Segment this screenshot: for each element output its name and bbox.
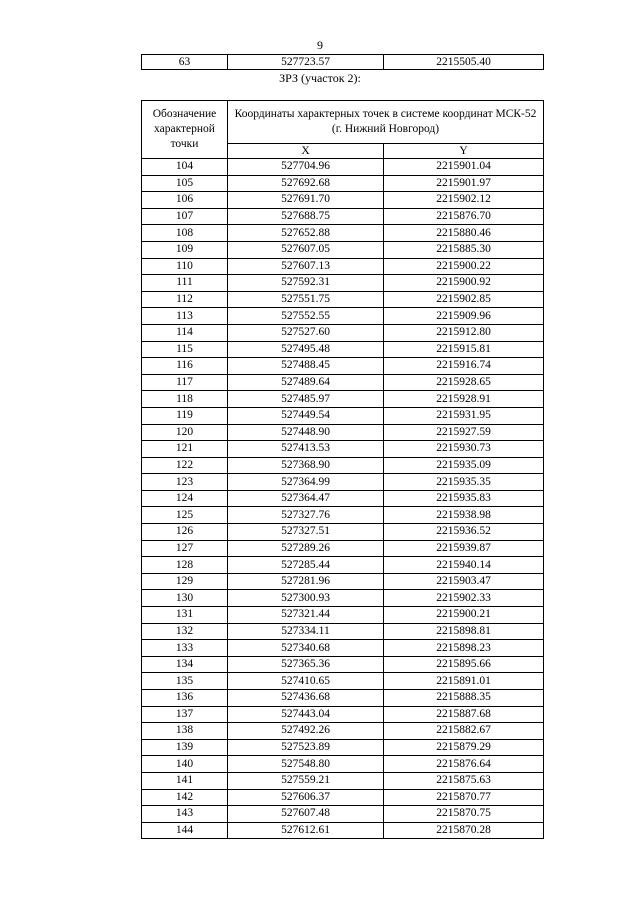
x-cell: 527489.64 <box>228 374 384 391</box>
point-cell: 134 <box>142 656 228 673</box>
x-cell: 527485.97 <box>228 391 384 408</box>
x-cell: 527607.48 <box>228 806 384 823</box>
table-row <box>142 507 544 524</box>
point-cell: 119 <box>142 407 228 424</box>
point-cell: 143 <box>142 806 228 823</box>
table-row <box>142 673 544 690</box>
x-cell: 527368.90 <box>228 457 384 474</box>
y-cell: 2215912.80 <box>384 324 544 341</box>
y-cell: 2215930.73 <box>384 441 544 458</box>
x-cell: 527436.68 <box>228 690 384 707</box>
y-cell: 2215870.28 <box>384 822 544 839</box>
table-row <box>142 341 544 358</box>
y-cell: 2215879.29 <box>384 739 544 756</box>
table-row <box>142 540 544 557</box>
y-cell: 2215936.52 <box>384 524 544 541</box>
x-cell: 527449.54 <box>228 407 384 424</box>
point-cell: 128 <box>142 557 228 574</box>
table-row <box>142 739 544 756</box>
table-row <box>142 159 544 176</box>
table-row <box>142 55 544 70</box>
point-cell: 132 <box>142 623 228 640</box>
table-row <box>142 607 544 624</box>
y-cell: 2215891.01 <box>384 673 544 690</box>
table-row <box>142 723 544 740</box>
table-row <box>142 308 544 325</box>
point-cell: 127 <box>142 540 228 557</box>
table-row <box>142 258 544 275</box>
point-cell: 125 <box>142 507 228 524</box>
y-cell: 2215895.66 <box>384 656 544 673</box>
point-cell: 136 <box>142 690 228 707</box>
table-row <box>142 457 544 474</box>
point-cell: 110 <box>142 258 228 275</box>
point-cell: 144 <box>142 822 228 839</box>
y-cell: 2215900.92 <box>384 275 544 292</box>
y-cell: 2215938.98 <box>384 507 544 524</box>
x-cell: 527592.31 <box>228 275 384 292</box>
table-row <box>142 690 544 707</box>
table-row <box>142 706 544 723</box>
table-row <box>142 789 544 806</box>
y-cell: 2215505.40 <box>384 55 544 70</box>
x-cell: 527607.13 <box>228 258 384 275</box>
section-title: ЗРЗ (участок 2): <box>279 71 361 85</box>
point-cell: 138 <box>142 723 228 740</box>
x-cell: 527364.99 <box>228 474 384 491</box>
x-cell: 527281.96 <box>228 573 384 590</box>
table-row <box>142 640 544 657</box>
table-row <box>142 557 544 574</box>
point-cell: 105 <box>142 175 228 192</box>
table-row <box>142 192 544 209</box>
y-cell: 2215940.14 <box>384 557 544 574</box>
table-row <box>142 358 544 375</box>
x-cell: 527691.70 <box>228 192 384 209</box>
y-cell: 2215882.67 <box>384 723 544 740</box>
x-cell: 527548.80 <box>228 756 384 773</box>
point-cell: 121 <box>142 441 228 458</box>
x-cell: 527606.37 <box>228 789 384 806</box>
point-cell: 112 <box>142 291 228 308</box>
y-cell: 2215902.85 <box>384 291 544 308</box>
header-y: Y <box>384 144 544 159</box>
y-cell: 2215898.23 <box>384 640 544 657</box>
point-cell: 113 <box>142 308 228 325</box>
point-cell: 141 <box>142 772 228 789</box>
table-row <box>142 175 544 192</box>
y-cell: 2215935.35 <box>384 474 544 491</box>
point-cell: 139 <box>142 739 228 756</box>
y-cell: 2215935.09 <box>384 457 544 474</box>
point-cell: 106 <box>142 192 228 209</box>
point-cell: 107 <box>142 208 228 225</box>
point-cell: 135 <box>142 673 228 690</box>
table-row <box>142 275 544 292</box>
x-cell: 527488.45 <box>228 358 384 375</box>
table-row <box>142 656 544 673</box>
x-cell: 527340.68 <box>228 640 384 657</box>
table-row <box>142 225 544 242</box>
table-row <box>142 490 544 507</box>
y-cell: 2215885.30 <box>384 241 544 258</box>
point-cell: 120 <box>142 424 228 441</box>
header-point-designation: Обозначение характерной точки <box>142 101 228 159</box>
table-body <box>142 159 544 839</box>
y-cell: 2215928.91 <box>384 391 544 408</box>
point-cell: 115 <box>142 341 228 358</box>
table-row <box>142 806 544 823</box>
coordinates-table <box>141 100 544 839</box>
x-cell: 527492.26 <box>228 723 384 740</box>
point-cell: 142 <box>142 789 228 806</box>
x-cell: 527364.47 <box>228 490 384 507</box>
y-cell: 2215888.35 <box>384 690 544 707</box>
table-row <box>142 241 544 258</box>
table-row <box>142 424 544 441</box>
x-cell: 527410.65 <box>228 673 384 690</box>
point-cell: 129 <box>142 573 228 590</box>
point-cell: 123 <box>142 474 228 491</box>
y-cell: 2215928.65 <box>384 374 544 391</box>
point-cell: 131 <box>142 607 228 624</box>
x-cell: 527495.48 <box>228 341 384 358</box>
y-cell: 2215902.12 <box>384 192 544 209</box>
point-cell: 118 <box>142 391 228 408</box>
header-x: X <box>228 144 384 159</box>
x-cell: 527443.04 <box>228 706 384 723</box>
point-cell: 126 <box>142 524 228 541</box>
table-row <box>142 590 544 607</box>
x-cell: 527652.88 <box>228 225 384 242</box>
point-cell: 114 <box>142 324 228 341</box>
y-cell: 2215902.33 <box>384 590 544 607</box>
table-row <box>142 391 544 408</box>
y-cell: 2215915.81 <box>384 341 544 358</box>
x-cell: 527559.21 <box>228 772 384 789</box>
x-cell: 527365.36 <box>228 656 384 673</box>
y-cell: 2215931.95 <box>384 407 544 424</box>
point-cell: 111 <box>142 275 228 292</box>
point-cell: 117 <box>142 374 228 391</box>
table-row <box>142 374 544 391</box>
x-cell: 527704.96 <box>228 159 384 176</box>
x-cell: 527327.76 <box>228 507 384 524</box>
table-row <box>142 524 544 541</box>
y-cell: 2215935.83 <box>384 490 544 507</box>
table-row <box>142 772 544 789</box>
point-cell: 104 <box>142 159 228 176</box>
x-cell: 527413.53 <box>228 441 384 458</box>
table-row <box>142 822 544 839</box>
table-row <box>142 573 544 590</box>
y-cell: 2215927.59 <box>384 424 544 441</box>
y-cell: 2215939.87 <box>384 540 544 557</box>
y-cell: 2215901.97 <box>384 175 544 192</box>
y-cell: 2215880.46 <box>384 225 544 242</box>
x-cell: 527552.55 <box>228 308 384 325</box>
x-cell: 527327.51 <box>228 524 384 541</box>
y-cell: 2215870.75 <box>384 806 544 823</box>
table-row <box>142 208 544 225</box>
table-row <box>142 474 544 491</box>
x-cell: 527334.11 <box>228 623 384 640</box>
y-cell: 2215901.04 <box>384 159 544 176</box>
y-cell: 2215876.64 <box>384 756 544 773</box>
x-cell: 527723.57 <box>228 55 384 70</box>
x-cell: 527300.93 <box>228 590 384 607</box>
y-cell: 2215909.96 <box>384 308 544 325</box>
point-cell: 108 <box>142 225 228 242</box>
y-cell: 2215916.74 <box>384 358 544 375</box>
table-row <box>142 756 544 773</box>
point-cell: 130 <box>142 590 228 607</box>
point-cell: 109 <box>142 241 228 258</box>
table-row <box>142 407 544 424</box>
x-cell: 527692.68 <box>228 175 384 192</box>
table-row <box>142 623 544 640</box>
y-cell: 2215900.21 <box>384 607 544 624</box>
y-cell: 2215903.47 <box>384 573 544 590</box>
point-cell: 116 <box>142 358 228 375</box>
point-cell: 137 <box>142 706 228 723</box>
x-cell: 527612.61 <box>228 822 384 839</box>
point-cell: 124 <box>142 490 228 507</box>
header-row <box>142 101 544 144</box>
x-cell: 527527.60 <box>228 324 384 341</box>
point-cell: 63 <box>142 55 228 70</box>
point-cell: 133 <box>142 640 228 657</box>
y-cell: 2215875.63 <box>384 772 544 789</box>
x-cell: 527688.75 <box>228 208 384 225</box>
x-cell: 527607.05 <box>228 241 384 258</box>
carryover-table <box>141 54 544 70</box>
y-cell: 2215887.68 <box>384 706 544 723</box>
x-cell: 527289.26 <box>228 540 384 557</box>
header-coordinate-system: Координаты характерных точек в системе координат МСК-52 (г. Нижний Новгород) <box>228 101 544 144</box>
y-cell: 2215870.77 <box>384 789 544 806</box>
table-row <box>142 291 544 308</box>
table-row <box>142 324 544 341</box>
x-cell: 527551.75 <box>228 291 384 308</box>
y-cell: 2215900.22 <box>384 258 544 275</box>
point-cell: 122 <box>142 457 228 474</box>
x-cell: 527321.44 <box>228 607 384 624</box>
table-row <box>142 441 544 458</box>
x-cell: 527448.90 <box>228 424 384 441</box>
y-cell: 2215876.70 <box>384 208 544 225</box>
x-cell: 527285.44 <box>228 557 384 574</box>
x-cell: 527523.89 <box>228 739 384 756</box>
page-number: 9 <box>317 38 323 52</box>
point-cell: 140 <box>142 756 228 773</box>
y-cell: 2215898.81 <box>384 623 544 640</box>
